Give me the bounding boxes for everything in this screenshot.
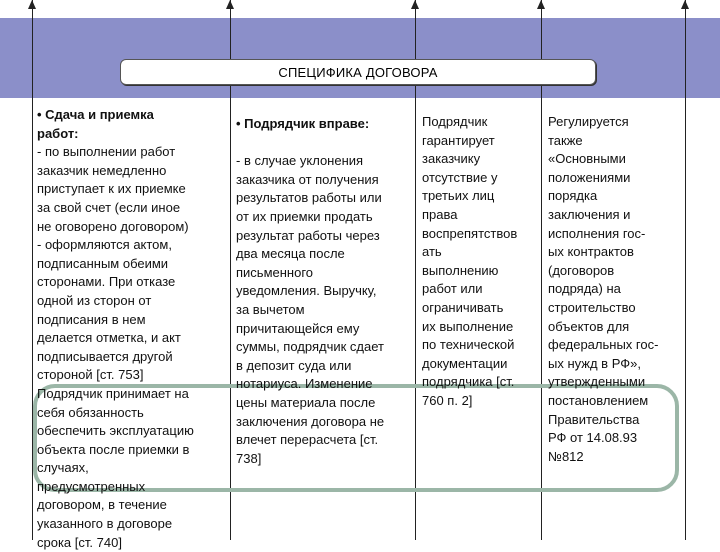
text-line: Регулируется <box>548 114 629 129</box>
text-line: от их приемки продать <box>236 208 373 224</box>
header-band <box>0 18 720 98</box>
text-line: права <box>422 206 458 222</box>
text-line: ых контрактов <box>548 244 634 260</box>
text-line: их выполнение <box>422 318 514 334</box>
text-line: ых нужд в РФ», <box>548 355 641 371</box>
text-line: за вычетом <box>236 301 305 317</box>
text-line: подписывается другой <box>37 348 173 364</box>
text-line: исполнения гос- <box>548 225 646 241</box>
text-line: документации <box>422 355 508 371</box>
text-line: причитающейся ему <box>236 320 360 336</box>
text-line: заказчику <box>422 151 481 167</box>
text-line: №812 <box>548 448 584 464</box>
text-line: 738] <box>236 450 262 466</box>
text-line: сторонами. При отказе <box>37 274 176 290</box>
text-line: стороной [ст. 753] <box>37 367 144 383</box>
text-line: случаях, <box>37 460 89 476</box>
column-guarantee <box>422 113 517 411</box>
text-line: также <box>548 132 583 148</box>
text-line: суммы, подрядчик сдает <box>236 339 384 355</box>
text-line: два месяца после <box>236 246 345 262</box>
text-line: положениями <box>548 169 631 185</box>
text-line: уведомления. Выручку, <box>236 283 377 299</box>
text-line: Подрядчик принимает на <box>37 385 189 401</box>
text-line: Правительства <box>548 411 640 427</box>
text-line: - в случае уклонения <box>236 153 364 169</box>
text-line: письменного <box>236 264 314 280</box>
text-line: заключения и <box>548 206 631 222</box>
text-line: «Основными <box>548 151 626 167</box>
arrow-up-icon <box>411 0 419 9</box>
text-line: нотариуса. Изменение <box>236 376 373 392</box>
text-line: договором, в течение <box>37 497 167 513</box>
text-line: цены материала после <box>236 394 376 410</box>
text-line: объектов для <box>548 318 630 334</box>
text-line: в депозит суда или <box>236 357 352 373</box>
text-line: не оговорено договором) <box>37 218 189 234</box>
text-line: воспрепятствов <box>422 225 518 241</box>
text-line: • Сдача и приемка <box>37 107 154 122</box>
text-line: подписания в нем <box>37 311 146 327</box>
arrow-up-icon <box>226 0 234 9</box>
text-line: • Подрядчик вправе: <box>236 116 370 131</box>
text-line: приступает к их приемке <box>37 181 186 197</box>
text-line: заказчик немедленно <box>37 162 167 178</box>
column-acceptance <box>37 106 194 552</box>
text-line: одной из сторон от <box>37 292 152 308</box>
arrow-up-icon <box>28 0 36 9</box>
text-line <box>236 134 384 153</box>
text-line: предусмотренных <box>37 478 146 494</box>
text-line: подряда) на <box>548 281 621 297</box>
text-line: федеральных гос- <box>548 337 659 353</box>
text-line: Подрядчик <box>422 114 488 129</box>
text-line: указанного в договоре <box>37 516 173 532</box>
text-line: подписанным обеими <box>37 255 169 271</box>
text-line: делается отметка, и акт <box>37 330 181 346</box>
text-line: порядка <box>548 188 598 204</box>
text-line: обеспечить эксплуатацию <box>37 423 194 439</box>
text-line: постановлением <box>548 392 649 408</box>
text-line: 760 п. 2] <box>422 392 473 408</box>
text-line: - по выполнении работ <box>37 144 176 160</box>
text-line: по технической <box>422 337 515 353</box>
divider-line <box>685 0 686 540</box>
column-contractor-rights <box>236 115 384 468</box>
arrow-up-icon <box>681 0 689 9</box>
text-line: ать <box>422 244 442 260</box>
text-line: подрядчика [ст. <box>422 374 515 390</box>
text-line: заказчика от получения <box>236 171 379 187</box>
text-line: ограничивать <box>422 299 504 315</box>
text-line: за свой счет (если иное <box>37 199 181 215</box>
text-line: выполнению <box>422 262 499 278</box>
text-line: строительство <box>548 299 636 315</box>
text-line: заключения договора не <box>236 413 385 429</box>
text-line: результатов работы или <box>236 190 382 206</box>
text-line: себя обязанность <box>37 404 144 420</box>
text-line: РФ от 14.08.93 <box>548 430 638 446</box>
text-line: (договоров <box>548 262 615 278</box>
text-line: объекта после приемки в <box>37 441 190 457</box>
text-line: третьих лиц <box>422 188 495 204</box>
text-line: работ или <box>422 281 483 297</box>
arrow-up-icon <box>537 0 545 9</box>
page-title: СПЕЦИФИКА ДОГОВОРА <box>120 59 596 85</box>
text-line: гарантирует <box>422 132 495 148</box>
text-line: отсутствие у <box>422 169 498 185</box>
text-line: - оформляются актом, <box>37 237 172 253</box>
text-line: результат работы через <box>236 227 380 243</box>
text-line: влечет перерасчета [ст. <box>236 432 379 448</box>
column-regulation <box>548 113 658 466</box>
text-line: работ: <box>37 125 79 141</box>
text-line: срока [ст. 740] <box>37 534 122 550</box>
text-line: утвержденными <box>548 374 646 390</box>
